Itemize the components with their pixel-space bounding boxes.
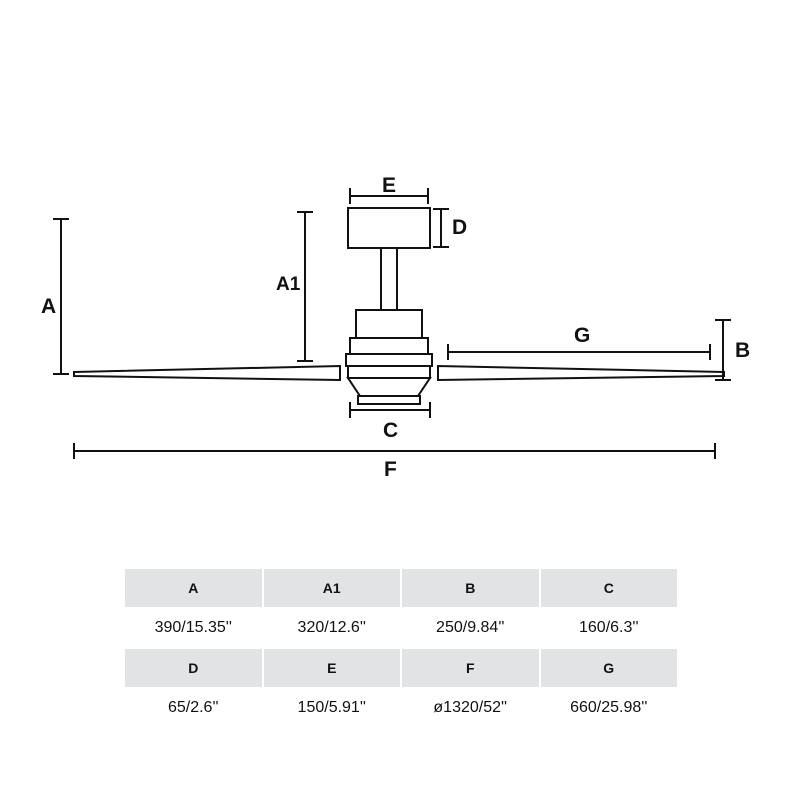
spec-header-F: F [401,648,540,688]
table-row [124,648,678,688]
dim-label-B: B [735,339,751,362]
table-row [124,688,678,728]
spec-header-E: E [263,648,402,688]
spec-header-A1: A1 [263,568,402,608]
dim-label-E: E [382,174,397,197]
spec-header-D: D [124,648,263,688]
spec-value-A: 390/15.35'' [124,608,263,648]
spec-header-G: G [540,648,679,688]
spec-value-C: 160/6.3'' [540,608,679,648]
motor-mid [350,338,428,354]
table-row [124,568,678,608]
spec-value-G: 660/25.98'' [540,688,679,728]
motor-upper [356,310,422,338]
spec-value-B: 250/9.84'' [401,608,540,648]
spec-value-A1: 320/12.6'' [263,608,402,648]
dim-label-D: D [452,216,468,239]
motor-cap [358,396,420,404]
spec-header-A: A [124,568,263,608]
blade-right [438,366,724,380]
spec-value-F: ø1320/52'' [401,688,540,728]
dim-label-A1: A1 [276,274,301,295]
specifications-table [123,567,679,729]
blade-left [74,366,340,380]
motor-ring-2 [348,366,430,378]
downrod [381,248,397,310]
dim-label-C: C [383,419,399,442]
spec-value-D: 65/2.6'' [124,688,263,728]
table-row [124,608,678,648]
motor-ring-1 [346,354,432,366]
dim-label-G: G [574,324,591,347]
spec-header-C: C [540,568,679,608]
spec-header-B: B [401,568,540,608]
dim-label-A: A [41,295,57,318]
dim-label-F: F [384,458,397,481]
canopy-box [348,208,430,248]
spec-value-E: 150/5.91'' [263,688,402,728]
motor-lower [348,378,430,396]
